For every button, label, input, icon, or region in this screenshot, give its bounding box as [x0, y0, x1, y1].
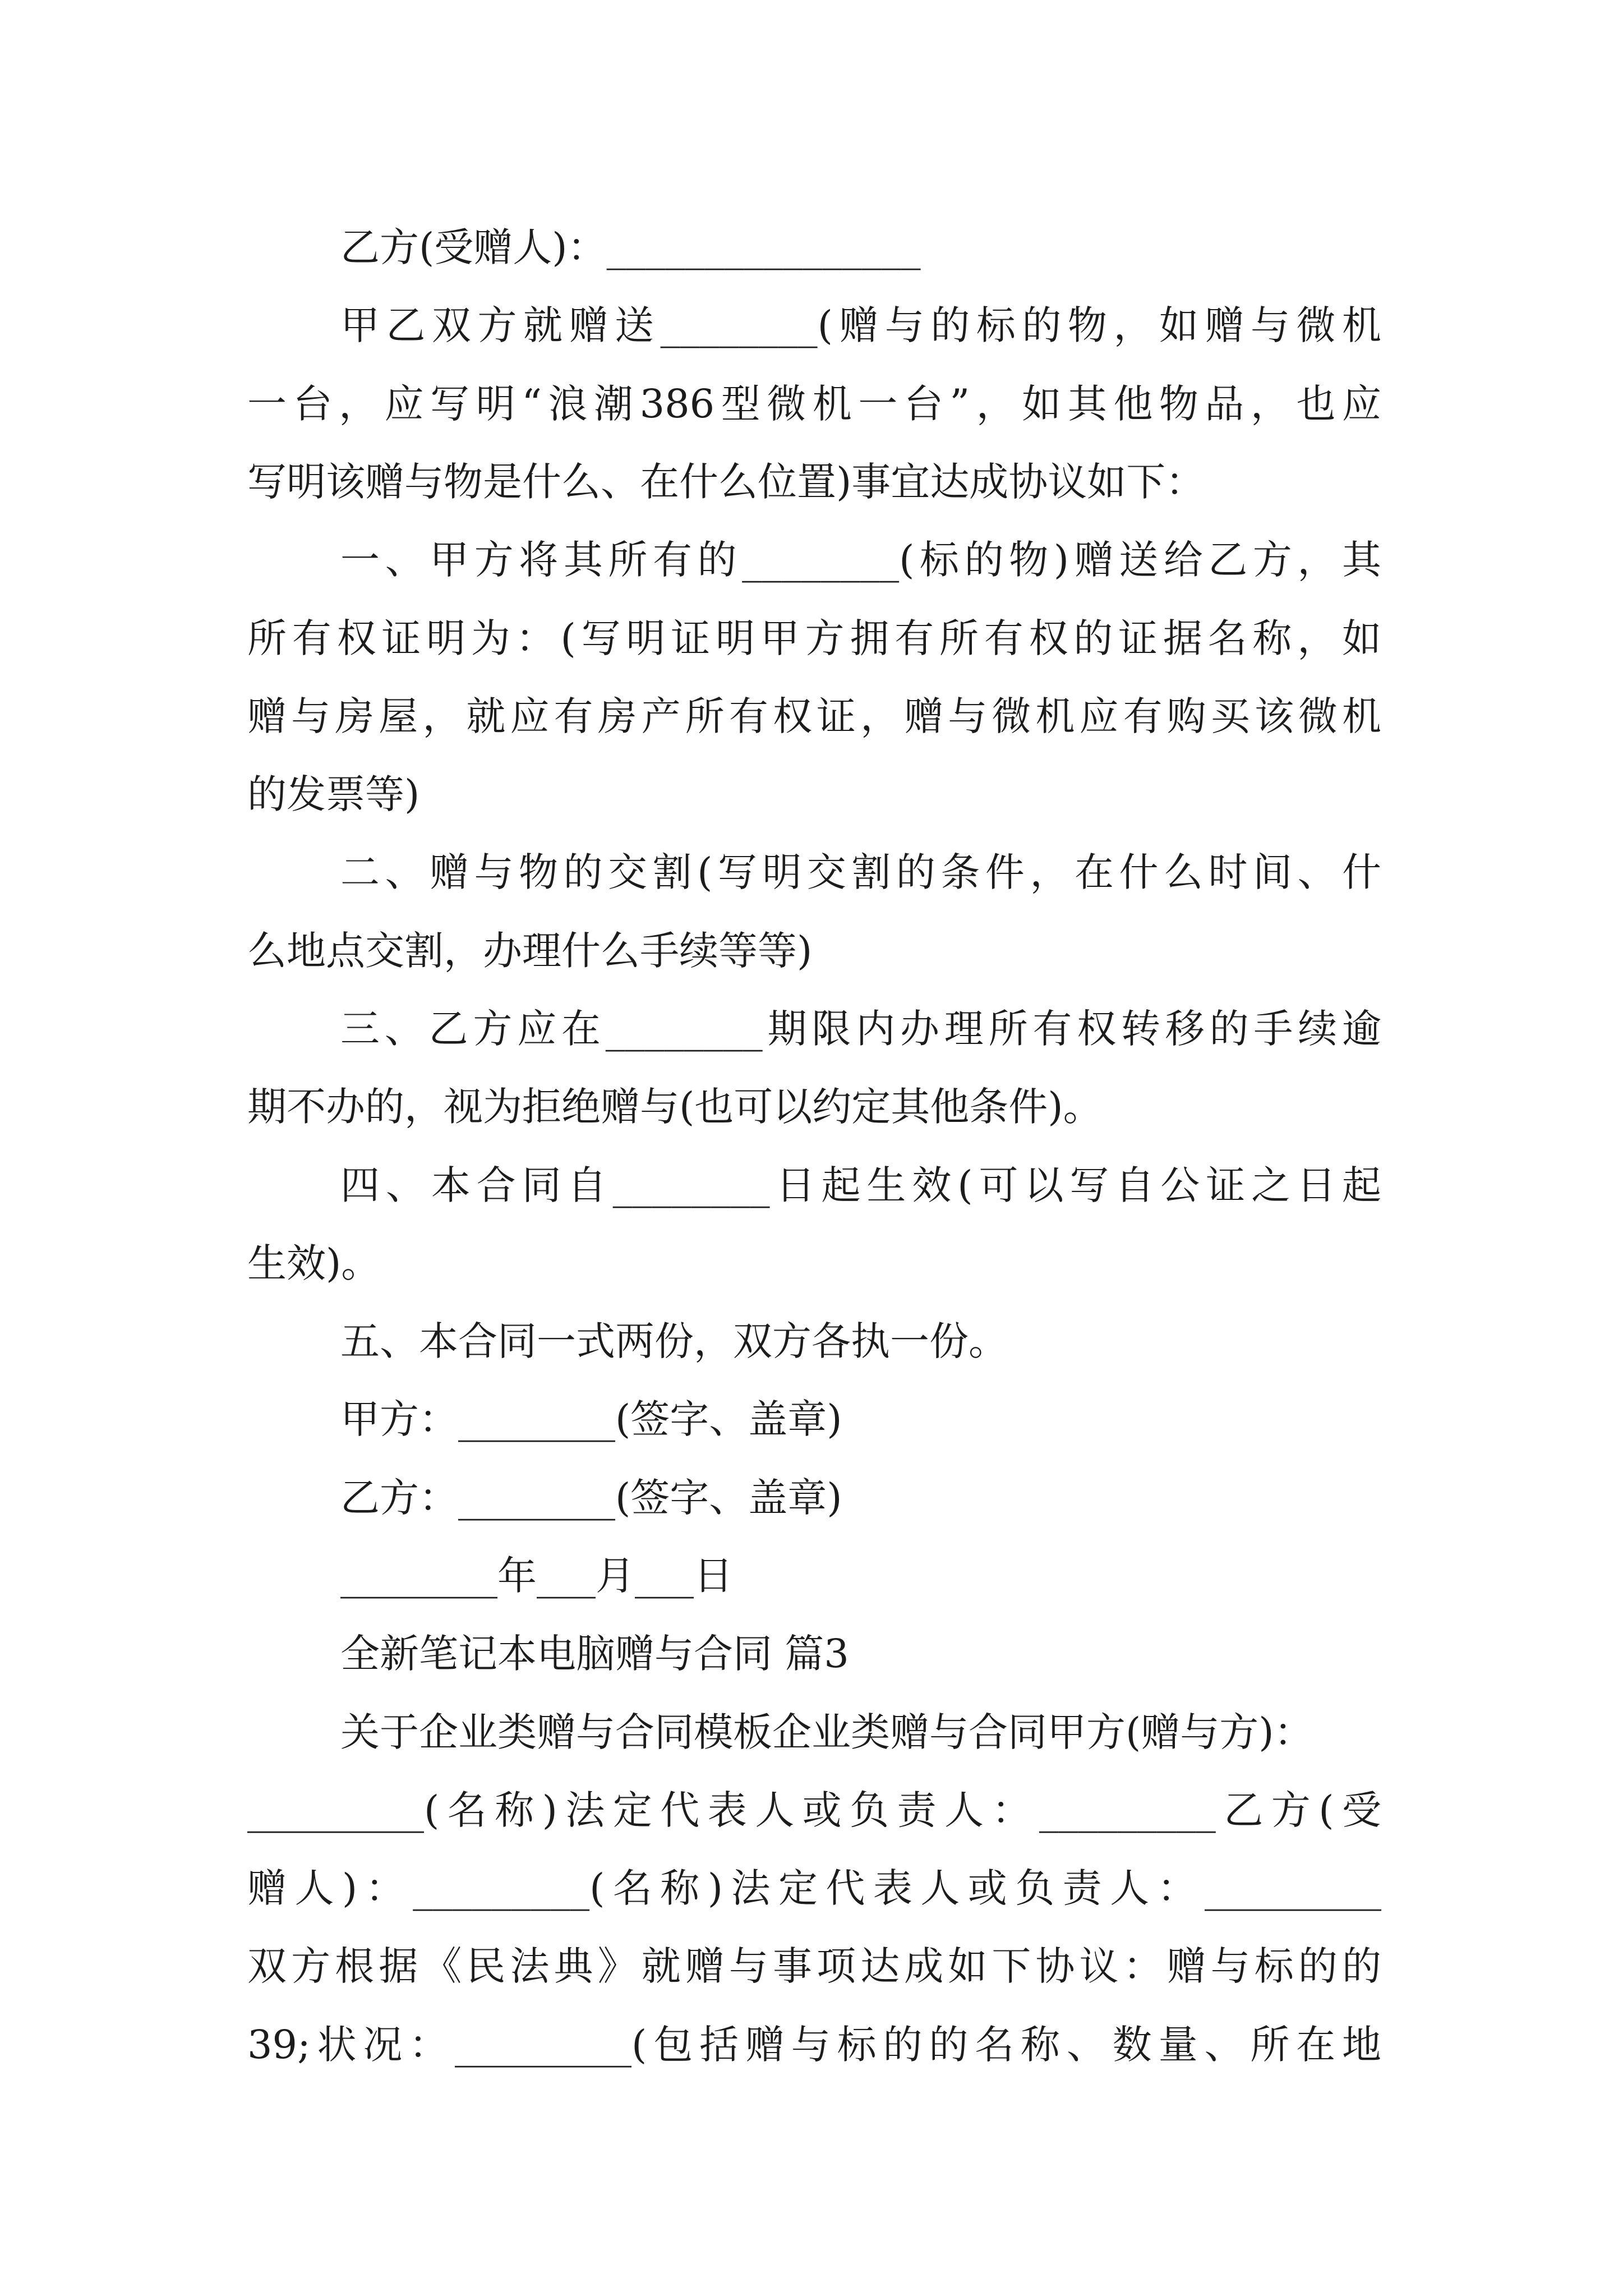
paragraph-line: 写明该赠与物是什么、在什么位置)事宜达成协议如下：	[247, 459, 1205, 505]
paragraph-line: 一台，应写明“浪潮386型微机一台”，如其他物品，也应	[247, 381, 1381, 427]
date-line: ________年___月___日	[340, 1553, 733, 1599]
paragraph-line: 甲乙双方就赠送________(赠与的标的物，如赠与微机	[340, 302, 1381, 348]
document-body	[247, 222, 1381, 2068]
paragraph-line: _________(名称)法定代表人或负责人：_________乙方(受	[247, 1787, 1381, 1833]
paragraph-line: 么地点交割，办理什么手续等等)	[247, 928, 813, 974]
signature-line-party-a: 甲方：________(签字、盖章)	[340, 1396, 842, 1442]
paragraph-line: 五、本合同一式两份，双方各执一份。	[340, 1318, 1008, 1364]
paragraph-line: 所有权证明为：(写明证明甲方拥有所有权的证据名称，如	[247, 615, 1381, 661]
paragraph-line: 的发票等)	[247, 771, 420, 817]
paragraph-line: 赠与房屋，就应有房产所有权证，赠与微机应有购买该微机	[247, 693, 1381, 739]
paragraph-line: 三、乙方应在________期限内办理所有权转移的手续逾	[340, 1006, 1381, 1052]
paragraph-line: 关于企业类赠与合同模板企业类赠与合同甲方(赠与方)：	[340, 1709, 1313, 1755]
paragraph-line: 四、本合同自________日起生效(可以写自公证之日起	[340, 1162, 1381, 1208]
paragraph-line: 一、甲方将其所有的________(标的物)赠送给乙方，其	[340, 537, 1381, 583]
paragraph-line: 赠人)：_________(名称)法定代表人或负责人：_________	[247, 1865, 1381, 1911]
paragraph-line: 39;状况：_________(包括赠与标的的名称、数量、所在地	[247, 2022, 1381, 2068]
paragraph-line: 双方根据《民法典》就赠与事项达成如下协议：赠与标的的	[247, 1943, 1381, 1989]
paragraph-line: 生效)。	[247, 1240, 381, 1286]
signature-line-party-b: 乙方：________(签字、盖章)	[340, 1475, 842, 1521]
paragraph-line: 期不办的，视为拒绝赠与(也可以约定其他条件)。	[247, 1084, 1103, 1130]
section-heading: 全新笔记本电脑赠与合同 篇3	[340, 1631, 849, 1677]
paragraph-line: 二、赠与物的交割(写明交割的条件，在什么时间、什	[340, 849, 1381, 895]
paragraph-line: 乙方(受赠人)：________________	[340, 224, 921, 270]
